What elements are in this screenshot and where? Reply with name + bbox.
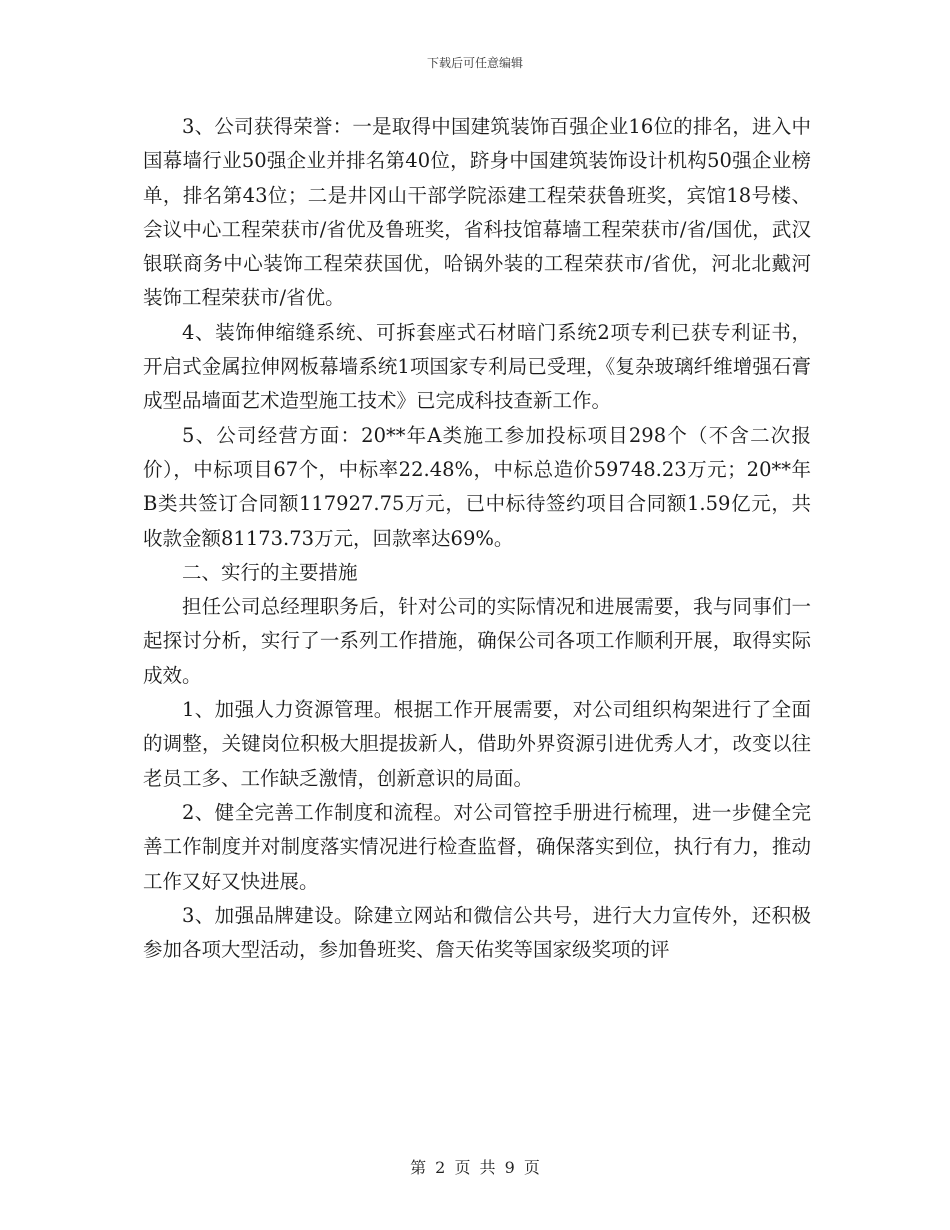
paragraph-hr-management: 1、加强人力资源管理。根据工作开展需要，对公司组织构架进行了全面的调整，关键岗位积极大胆提拔新人，借助外界资源引进优秀人才，改变以往老员工多、工作缺乏激情，创新意识的局面。 xyxy=(143,698,811,790)
page-footer: 第 2 页 共 9 页 xyxy=(410,1158,540,1177)
paragraph-work-systems: 2、健全完善工作制度和流程。对公司管控手册进行梳理，进一步健全完善工作制度并对制度落实情况进行检查监督，确保落实到位，执行有力，推动工作又好又快进展。 xyxy=(143,800,811,893)
paragraph-measures-intro: 担任公司总经理职务后，针对公司的实际情况和进展需要，我与同事们一起探讨分析，实行了一系列工作措施，确保公司各项工作顺利开展，取得实际成效。 xyxy=(143,595,811,687)
paragraph-brand-building: 3、加强品牌建设。除建立网站和微信公共号，进行大力宣传外，还积极参加各项大型活动，参加鲁班奖、詹天佑奖等国家级奖项的评 xyxy=(143,903,811,962)
paragraph-operations: 5、公司经营方面：20**年A类施工参加投标项目298个（不含二次报价），中标项目67个，中标率22.48%，中标总造价59748.23万元；20**年B类共签订合同额117927.75万元，已中标待签约项目合同额1.59亿元，共收款金额81173.73万元，回款率达69%。 xyxy=(143,423,811,550)
paragraph-honors: 3、公司获得荣誉：一是取得中国建筑装饰百强企业16位的排名，进入中国幕墙行业50强企业并排名第40位，跻身中国建筑装饰设计机构50强企业榜单，排名第43位；二是井冈山干部学院添建工程荣获鲁班奖，宾馆18号楼、会议中心工程荣获市/省优及鲁班奖，省科技馆幕墙工程荣获市/省/国优，武汉银联商务中心装饰工程荣获国优，哈锅外装的工程荣获市/省优，河北北戴河装饰工程荣获市/省优。 xyxy=(143,115,811,310)
page-header: 下载后可任意编辑 xyxy=(426,56,523,70)
section-heading-measures: 二、实行的主要措施 xyxy=(182,560,358,584)
document-body xyxy=(143,110,811,967)
paragraph-patents: 4、装饰伸缩缝系统、可拆套座式石材暗门系统2项专利已获专利证书，开启式金属拉伸网板幕墙系统1项国家专利局已受理，《复杂玻璃纤维增强石膏成型品墙面艺术造型施工技术》已完成科技查新工作。 xyxy=(143,320,811,413)
